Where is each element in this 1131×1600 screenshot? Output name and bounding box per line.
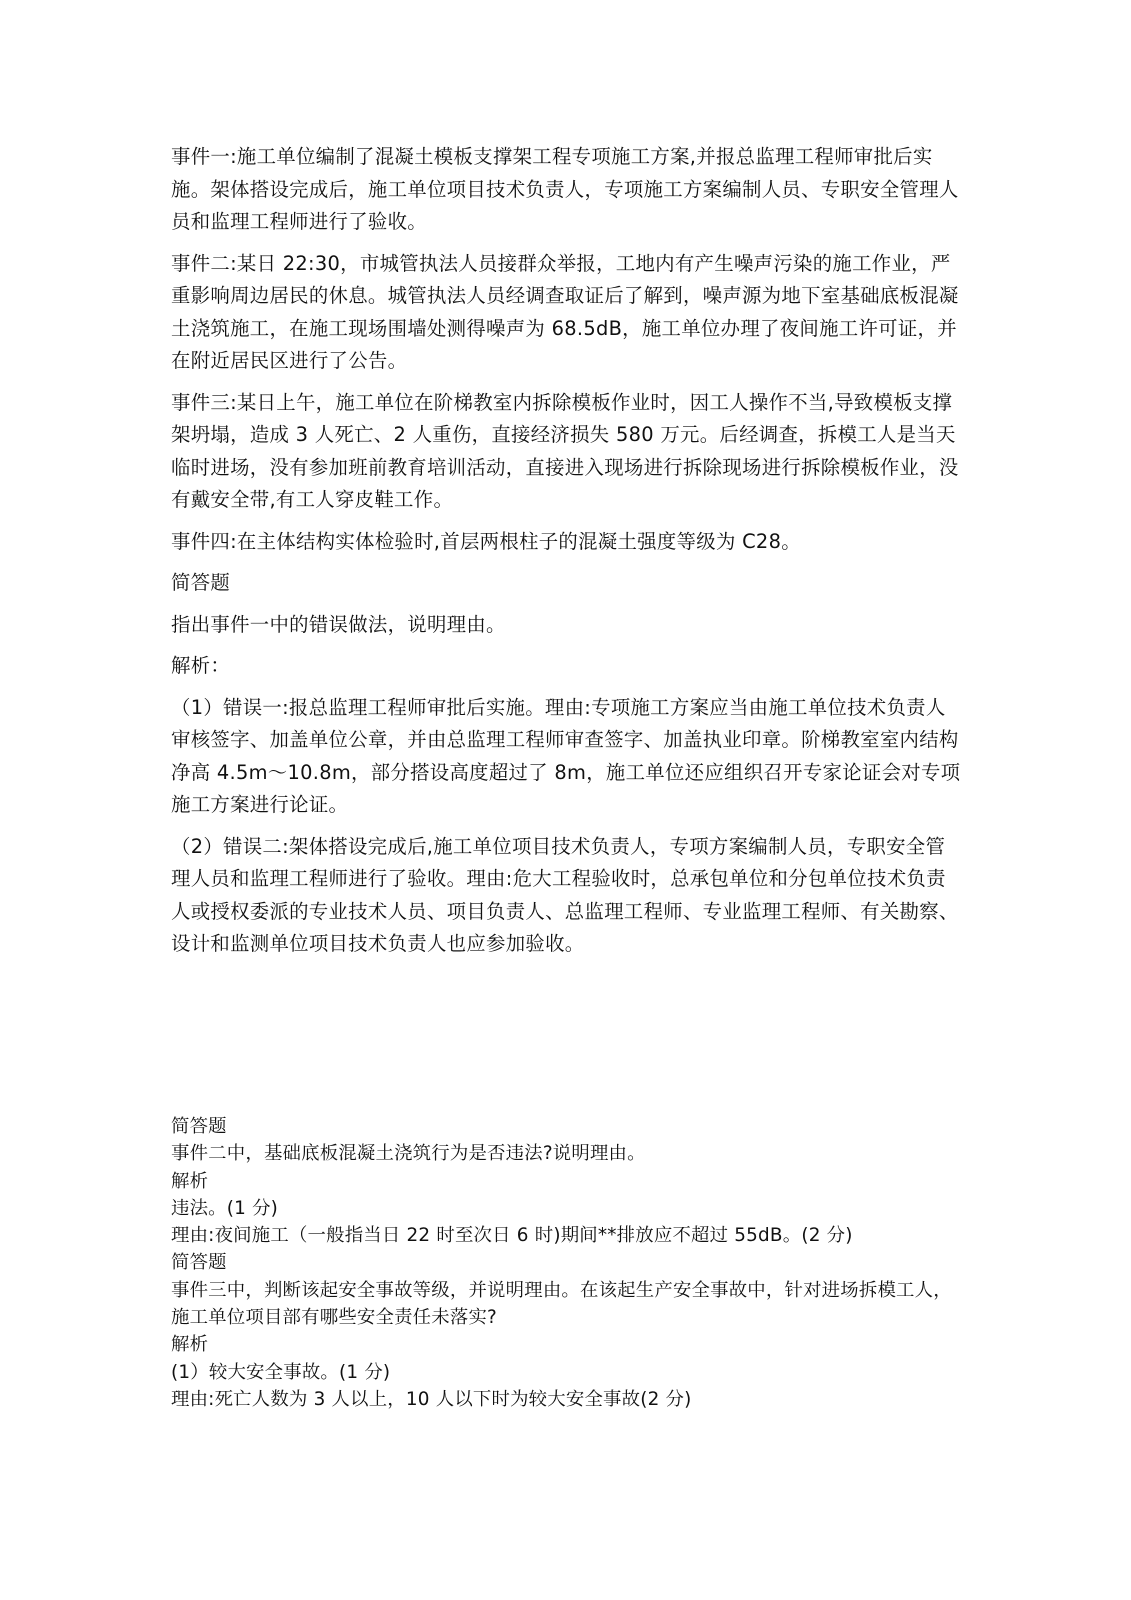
paragraph-incident-2: 事件二:某日 22:30，市城管执法人员接群众举报，工地内有产生噪声污染的施工作业，严重影响周边居民的休息。城管执法人员经调查取证后了解到，噪声源为地下室基础底板混凝土浇筑施工，在施工现场围墙处测得噪声为 68.5dB，施工单位办理了夜间施工许可证，并在附近居民区进行了公告。 bbox=[171, 251, 959, 372]
analysis-label: 解析： bbox=[171, 654, 231, 677]
question-2: 事件二中，基础底板混凝土浇筑行为是否违法?说明理由。 bbox=[171, 1143, 646, 1165]
answer-1-error-1: （1）错误一:报总监理工程师审批后实施。理由:专项施工方案应当由施工单位技术负责人审核签字、加盖单位公章，并由总监理工程师审查签字、加盖执业印章。阶梯教室室内结构净高 4.5m～10.8m，部分搭设高度超过了 8m，施工单位还应组织召开专家论证会对专项施工方案进行论证。 bbox=[171, 695, 961, 816]
answer-1-error-2: （2）错误二:架体搭设完成后,施工单位项目技术负责人，专项方案编制人员，专职安全管理人员和监理工程师进行了验收。理由:危大工程验收时，总承包单位和分包单位技术负责人或授权委派的专业技术人员、项目负责人、总监理工程师、专业监理工程师、有关勘察、设计和监测单位项目技术负责人也应参加验收。 bbox=[171, 834, 959, 955]
question-3: 事件三中，判断该起安全事故等级，并说明理由。在该起生产安全事故中，针对进场拆模工人，施工单位项目部有哪些安全责任未落实? bbox=[171, 1279, 952, 1329]
paragraph-incident-3: 事件三:某日上午，施工单位在阶梯教室内拆除模板作业时，因工人操作不当,导致模板支撑架坍塌，造成 3 人死亡、2 人重伤，直接经济损失 580 万元。后经调查，拆模工人是当天临时进场，没有参加班前教育培训活动，直接进入现场进行拆除现场进行拆除模板作业，没有戴安全带,有工人穿皮鞋工作。 bbox=[171, 390, 959, 511]
analysis-label: 解析 bbox=[171, 1170, 209, 1192]
answer-2-verdict: 违法。(1 分) bbox=[171, 1197, 279, 1219]
questions-section bbox=[171, 1113, 961, 1413]
answer-2-reason: 理由:夜间施工（一般指当日 22 时至次日 6 时)期间**排放应不超过 55dB。(2 分) bbox=[171, 1225, 853, 1247]
paragraph-incident-4: 事件四:在主体结构实体检验时,首层两根柱子的混凝土强度等级为 C28。 bbox=[171, 529, 801, 553]
question-1: 指出事件一中的错误做法，说明理由。 bbox=[171, 612, 506, 636]
analysis-label: 解析 bbox=[171, 1334, 209, 1356]
answer-3-reason: 理由:死亡人数为 3 人以上，10 人以下时为较大安全事故(2 分) bbox=[171, 1388, 692, 1410]
answer-3-level: (1）较大安全事故。(1 分) bbox=[171, 1361, 391, 1383]
question-type-label: 简答题 bbox=[171, 1116, 227, 1137]
question-type-label: 简答题 bbox=[171, 571, 231, 594]
question-type-label: 简答题 bbox=[171, 1252, 227, 1274]
paragraph-incident-1: 事件一:施工单位编制了混凝土模板支撑架工程专项施工方案,并报总监理工程师审批后实施。架体搭设完成后，施工单位项目技术负责人，专项施工方案编制人员、专职安全管理人员和监理工程师进行了验收。 bbox=[171, 145, 959, 233]
incident-section bbox=[171, 141, 961, 970]
